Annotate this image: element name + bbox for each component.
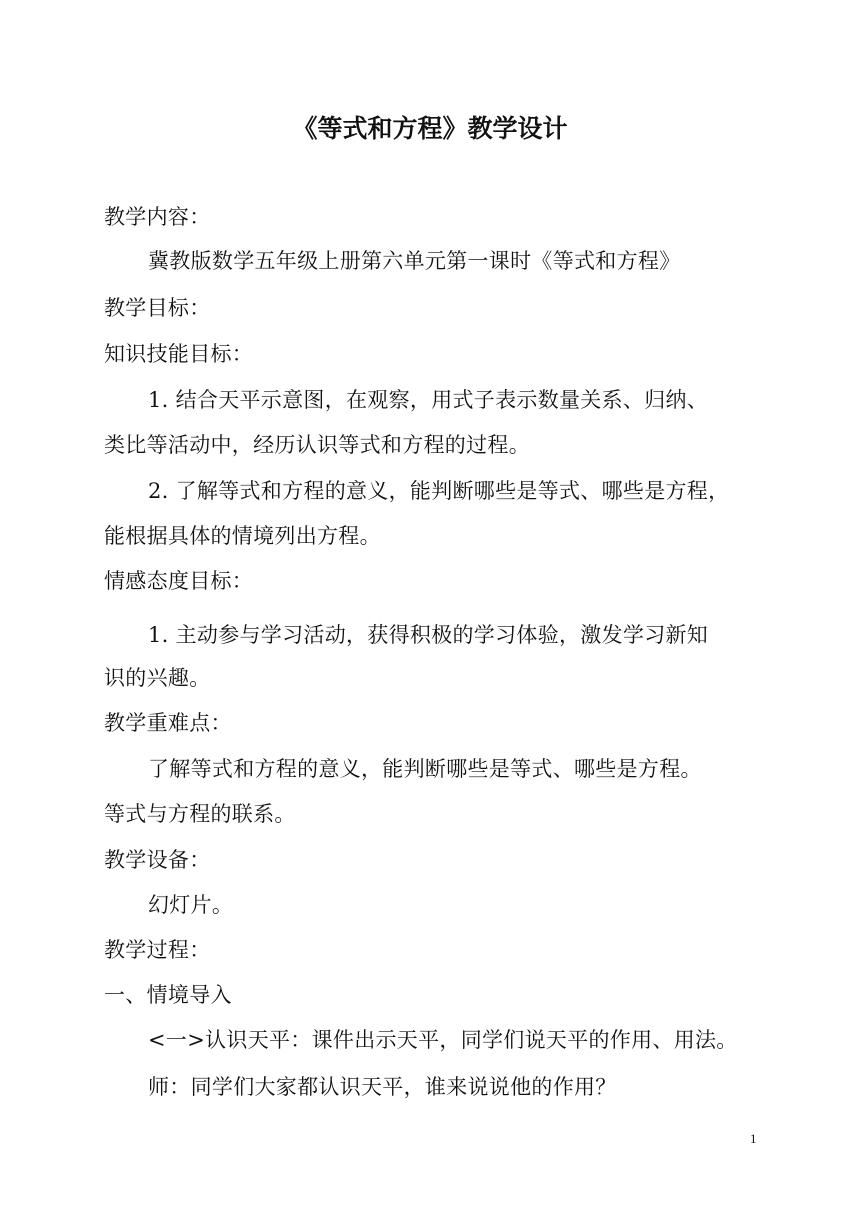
- paragraph-key-points-line-1: 了解等式和方程的意义，能判断哪些是等式、哪些是方程。: [148, 757, 702, 781]
- heading-section-1: 一、情境导入: [104, 983, 232, 1007]
- paragraph-process-1: <一>认识天平：课件出示天平，同学们说天平的作用、用法。: [148, 1028, 738, 1052]
- paragraph-goal-2-line-2: 能根据具体的情境列出方程。: [104, 524, 381, 548]
- heading-equipment: 教学设备：: [104, 848, 211, 872]
- document-title: 《等式和方程》教学设计: [292, 114, 568, 143]
- page-number: 1: [750, 1131, 757, 1146]
- heading-teaching-process: 教学过程：: [104, 938, 211, 962]
- paragraph-key-points-line-2: 等式与方程的联系。: [104, 802, 296, 826]
- paragraph-emotion-goal-line-2: 识的兴趣。: [104, 666, 211, 690]
- paragraph-content-text: 冀教版数学五年级上册第六单元第一课时《等式和方程》: [148, 249, 681, 273]
- paragraph-goal-1-line-1: 1. 结合天平示意图，在观察，用式子表示数量关系、归纳、: [148, 388, 709, 412]
- paragraph-goal-2-line-1: 2. 了解等式和方程的意义，能判断哪些是等式、哪些是方程，: [148, 479, 730, 503]
- heading-knowledge-goals: 知识技能目标：: [104, 342, 254, 366]
- heading-emotion-goals: 情感态度目标：: [104, 569, 254, 593]
- heading-teaching-goals: 教学目标：: [104, 296, 211, 320]
- heading-key-points: 教学重难点：: [104, 711, 232, 735]
- heading-teaching-content: 教学内容：: [104, 205, 211, 229]
- paragraph-emotion-goal-line-1: 1. 主动参与学习活动，获得积极的学习体验，激发学习新知: [148, 623, 709, 647]
- paragraph-equipment: 幻灯片。: [148, 893, 234, 917]
- paragraph-goal-1-line-2: 类比等活动中，经历认识等式和方程的过程。: [104, 433, 530, 457]
- paragraph-process-2: 师：同学们大家都认识天平，谁来说说他的作用？: [148, 1075, 617, 1099]
